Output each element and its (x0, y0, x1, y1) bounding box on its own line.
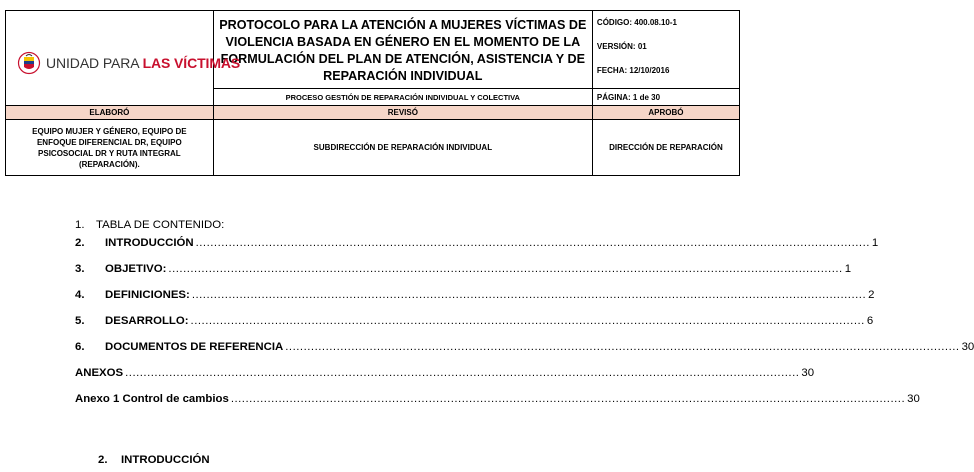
aprobo-value: DIRECCIÓN DE REPARACIÓN (592, 120, 739, 176)
toc-entry-title: DEFINICIONES: (105, 289, 190, 301)
toc-leader-dots: ........................................................................................................................................................................................ (190, 315, 865, 327)
toc-entry-page: 1 (844, 263, 852, 275)
toc-entry-number: 3. (75, 263, 85, 275)
toc-heading-number: 1. (75, 219, 85, 231)
toc-entry-page: 30 (907, 393, 920, 405)
toc-leader-dots: ........................................................................................................................................................................................ (191, 289, 867, 301)
page-number: PÁGINA: 1 de 30 (592, 89, 739, 106)
toc-entry-number: 6. (75, 341, 85, 353)
toc-heading (75, 219, 224, 231)
section-title: INTRODUCCIÓN (121, 454, 210, 466)
toc-entry[interactable] (75, 341, 974, 353)
section-heading (98, 454, 210, 466)
toc-entry-number: 5. (75, 315, 85, 327)
process-name: PROCESO GESTIÓN DE REPARACIÓN INDIVIDUAL Y COLECTIVA (213, 89, 592, 106)
elaboro-value: EQUIPO MUJER Y GÉNERO, EQUIPO DE ENFOQUE DIFERENCIAL DR, EQUIPO PSICOSOCIAL DR Y RUTA INTEGRAL (REPARACIÓN). (6, 120, 214, 176)
toc-entry-title: INTRODUCCIÓN (105, 237, 194, 249)
toc-entry[interactable] (75, 393, 920, 405)
toc-entry-page: 6 (866, 315, 874, 327)
toc-entry[interactable] (75, 289, 875, 301)
toc-entry-page: 1 (871, 237, 879, 249)
toc-entry[interactable] (75, 315, 874, 327)
logo-text-victimas: LAS VÍCTIMAS (142, 55, 241, 71)
toc-entry[interactable] (75, 263, 852, 275)
reviso-header: REVISÓ (213, 106, 592, 120)
toc-heading-title: TABLA DE CONTENIDO: (96, 219, 225, 231)
toc-leader-dots: ........................................................................................................................................................................................ (168, 263, 843, 275)
section-number: 2. (98, 454, 108, 466)
reviso-value: SUBDIRECCIÓN DE REPARACIÓN INDIVIDUAL (213, 120, 592, 176)
toc-entry[interactable] (75, 367, 815, 379)
toc-leader-dots: ........................................................................................................................................................................................ (230, 393, 906, 405)
document-date: FECHA: 12/10/2016 (596, 66, 670, 75)
toc-entry-title: Anexo 1 Control de cambios (75, 393, 229, 405)
toc-entry-page: 2 (868, 289, 875, 301)
document-version: VERSIÓN: 01 (596, 42, 647, 51)
elaboro-header: ELABORÓ (6, 106, 214, 120)
toc-leader-dots: ........................................................................................................................................................................................ (195, 237, 870, 249)
toc-entry[interactable] (75, 237, 879, 249)
toc-entry-title: DOCUMENTOS DE REFERENCIA (105, 341, 284, 353)
toc-entry-page: 30 (961, 341, 974, 353)
document-code: CÓDIGO: 400.08.10-1 (596, 18, 677, 27)
toc-entry-number: 4. (75, 289, 85, 301)
toc-entry-title: DESARROLLO: (105, 315, 189, 327)
toc-leader-dots: ........................................................................................................................................................................................ (125, 367, 800, 379)
aprobo-header: APROBÓ (592, 106, 739, 120)
toc-leader-dots: ........................................................................................................................................................................................ (285, 341, 960, 353)
toc-entry-title: ANEXOS (75, 367, 124, 379)
toc-entry-title: OBJETIVO: (105, 263, 167, 275)
document-title: PROTOCOLO PARA LA ATENCIÓN A MUJERES VÍCTIMAS DE VIOLENCIA BASADA EN GÉNERO EN EL MOMENTO DE LA FORMULACIÓN DEL PLAN DE ATENCIÓN, ASISTENCIA Y DE REPARACIÓN INDIVIDUAL (213, 11, 592, 89)
toc-entry-page: 30 (801, 367, 815, 379)
logo-text-unidad: UNIDAD PARA (46, 55, 143, 71)
toc-entry-number: 2. (75, 237, 85, 249)
